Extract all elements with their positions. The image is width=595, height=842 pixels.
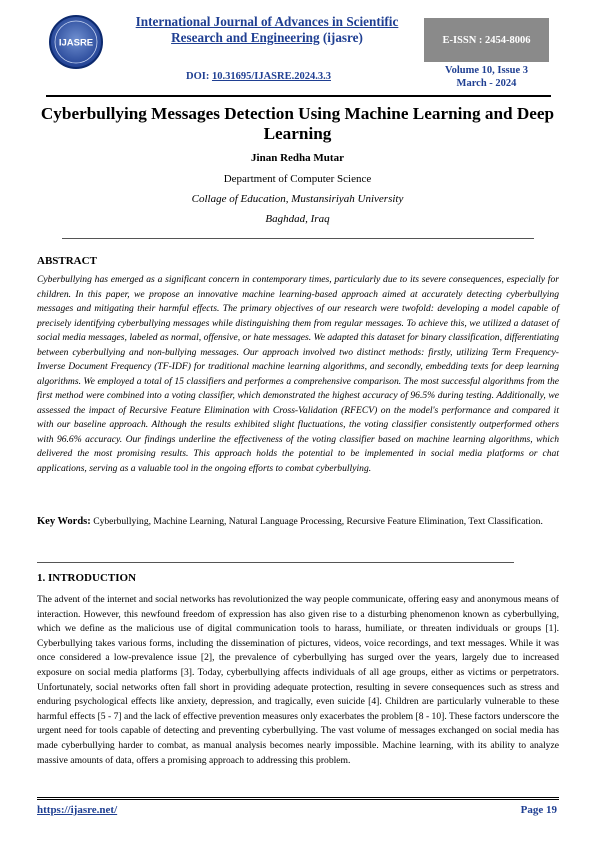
abstract-heading: ABSTRACT (37, 255, 97, 267)
page-number: Page 19 (520, 804, 557, 816)
author-name: Jinan Redha Mutar (251, 152, 344, 164)
logo-text: IJASRE (58, 37, 94, 49)
journal-logo (48, 14, 104, 70)
affiliation-department: Department of Computer Science (223, 173, 372, 185)
volume-info (424, 64, 549, 90)
journal-title[interactable] (112, 14, 422, 46)
journal-abbr: (ijasre) (322, 30, 363, 45)
paper-title: Cyberbullying Messages Detection Using Machine Learning and Deep Learning (40, 104, 555, 143)
affiliation-college: Collage of Education, Mustansiriyah University (191, 193, 404, 205)
doi-label: DOI: (186, 71, 210, 82)
abstract-text: Cyberbullying has emerged as a significant concern in contemporary times, particularly due to its severe consequences, especially for children. In this paper, we propose an innovative machine learning-based approach aimed at accurately detecting cyberbullying messages and mitigating their harmful effects. The primary objectives of our research were twofold: developing a model capable of precisely identifying cyberbullying messages while distinguishing them from regular messages. To achieve this, we utilized a dataset of social media messages, labeled as normal, offensive, or hate messages. We adapted this dataset for binary classification, differentiating between cyberbullying and non-bullying messages. Our approach involved two distinct methods: firstly, utilizing Term Frequency-Inverse Document Frequency (TF-IDF) for traditional machine learning algorithms, and secondly, embedding texts for deep learning algorithms. We employed a total of 15 classifiers and performes a comprehensive comparison. The most successful algorithms from the first method were combined into a voting classifier, which demonstrated the highest accuracy of 96.5% during testing. Additionally, we assessed the impact of Recursive Feature Elimination with Cross-Validation (RFECV) on the model's performance and compared it with our baseline approach. Although the results exhibited slight fluctuations, the voting classifier consistently outperformed others with 96.6% accuracy. Our findings underline the effectiveness of the voting classifier based on machine learning algorithms, which delivered the most promising results. This approach holds the potential to be implemented in social media platforms or chat applications, serving as a valuable tool in the ongoing efforts to combat cyberbullying. (37, 274, 559, 474)
keywords-text: Cyberbullying, Machine Learning, Natural Language Processing, Recursive Feature Elimination, Text Classification. (93, 516, 543, 527)
introduction-text: The advent of the internet and social networks has revolutionized the way people communicate, offering easy and anonymous means of interaction. However, this newfound freedom of expression has also given rise to a disturbing phenomenon known as cyberbullying, which we define as the malicious use of digital communication tools to harass, humiliate, or threaten individuals or groups [1]. Cyberbullying takes various forms, including the dissemination of pictures, videos, voice recordings, and text messages. While it was once considered a low-prevalence issue [2], the prevalence of cyberbullying has surged over the years, largely due to increased exposure on social media platforms [3]. Today, cyberbullying affects individuals of all age groups, either as victims or perpetrators. Unfortunately, social networks often fall short in providing adequate protection, resulting in severe consequences such as stress and enduring psychological effects like anxiety, depression, and tragically, even suicide [4]. Children are particularly vulnerable to these harmful effects [5 - 7] and the lack of effective prevention measures only exacerbates the problem [8 - 10]. These factors underscore the urgent need for tools capable of detecting and preventing cyberbullying. The vast volume of messages exchanged on social media has made cyberbullying harder to combat, as manual analysis becomes nearly impossible. Machine learning, with its ability to analyze massive amounts of data, offers a promising approach to addressing this problem. (37, 594, 559, 766)
introduction-heading: 1. INTRODUCTION (37, 572, 137, 584)
section-divider (62, 238, 534, 239)
doi-link[interactable]: 10.31695/IJASRE.2024.3.3 (211, 71, 331, 82)
keywords-label: Key Words: (37, 516, 91, 527)
keywords (37, 515, 559, 530)
issn-badge: E-ISSN : 2454-8006 (424, 18, 549, 62)
footer-link[interactable]: https://ijasre.net/ (37, 804, 118, 816)
volume-issue: Volume 10, Issue 3 (444, 65, 529, 76)
journal-title-line2[interactable]: Research and Engineering (171, 30, 320, 45)
affiliation-city: Baghdad, Iraq (265, 213, 330, 225)
section-divider (37, 562, 514, 563)
issue-date: March - 2024 (456, 78, 517, 89)
doi-line (186, 71, 331, 82)
journal-title-line1[interactable]: International Journal of Advances in Scientific (135, 14, 399, 29)
header-divider (46, 95, 551, 97)
footer-divider (37, 797, 559, 800)
